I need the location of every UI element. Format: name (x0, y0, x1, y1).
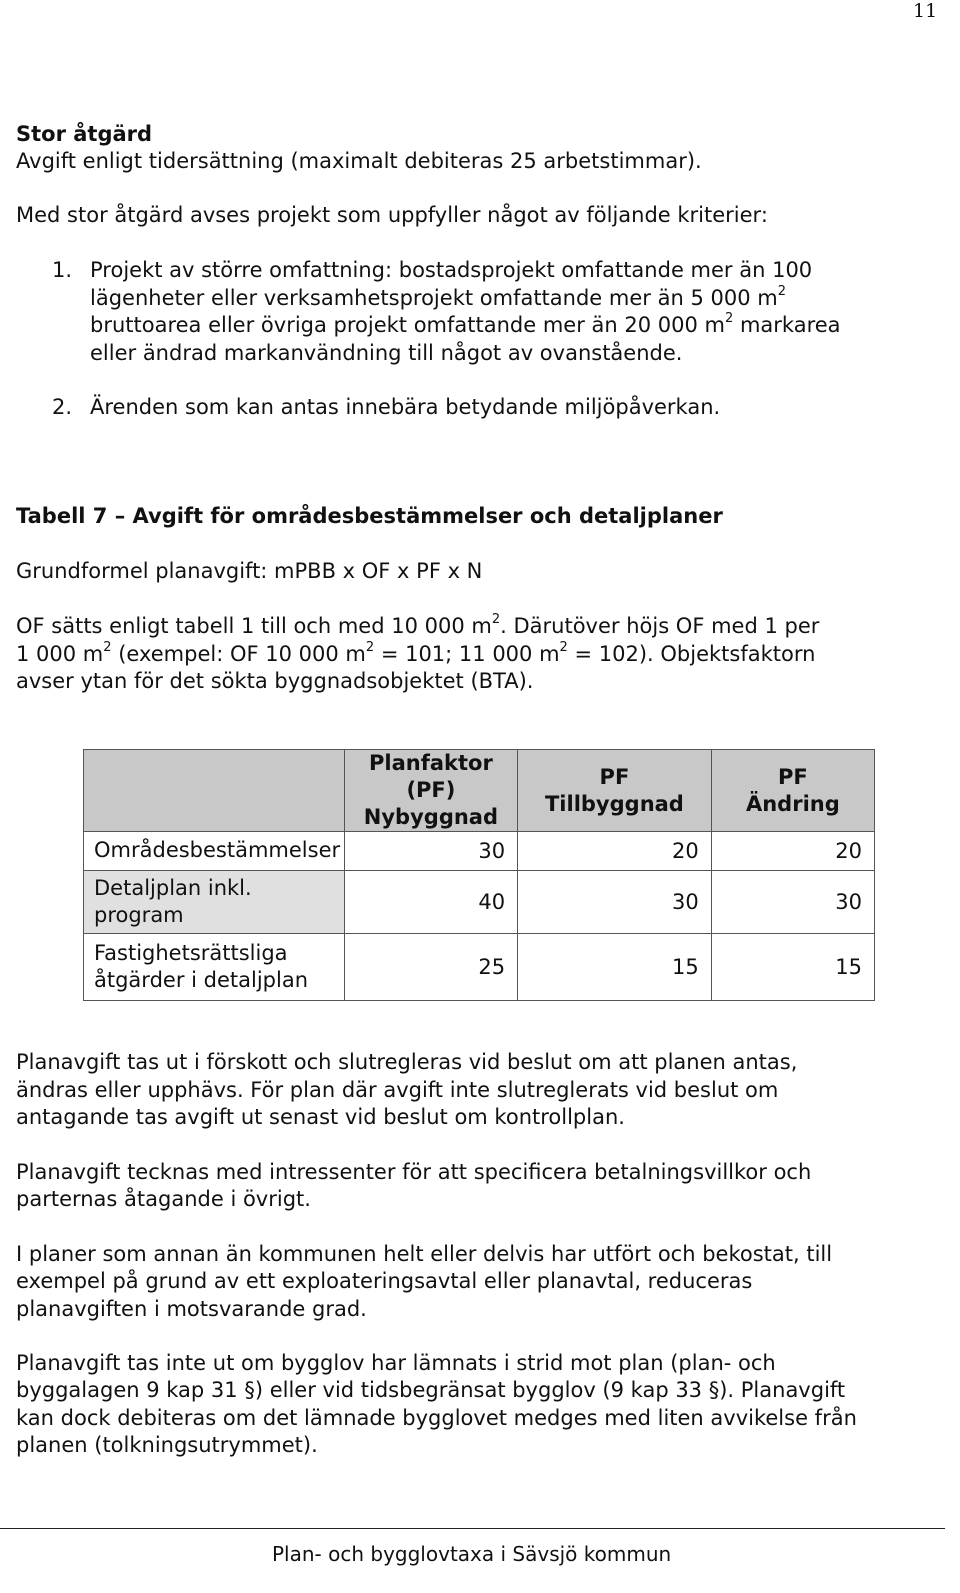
value-cell: 15 (518, 934, 712, 1001)
table-row (84, 871, 875, 934)
superscript: 2 (725, 311, 734, 326)
value-cell: 30 (518, 871, 712, 934)
item-line: Ärenden som kan antas innebära betydande miljöpåverkan. (90, 395, 721, 419)
planfaktor-table (83, 749, 875, 1001)
superscript: 2 (777, 284, 786, 299)
value-cell: 20 (711, 832, 874, 871)
footer-text: Plan- och bygglovtaxa i Sävsjö kommun (272, 1542, 672, 1566)
of-text-line: avser ytan för det sökta byggnadsobjektet (BTA). (16, 669, 534, 693)
of-text-line: OF sätts enligt tabell 1 till och med 10 000 $m^2$. Därutöver höjs OF med 1 per (16, 612, 820, 638)
header-tillbyggnad: PF Tillbyggnad (518, 750, 712, 832)
fee-line: Avgift enligt tidersättning (maximalt debiteras 25 arbetstimmar). (16, 149, 702, 173)
value-cell: 15 (711, 934, 874, 1001)
value-cell: 20 (518, 832, 712, 871)
value-cell: 30 (711, 871, 874, 934)
item-line: lägenheter eller verksamhetsprojekt omfattande mer än 5 000 $m^2$ (90, 284, 786, 310)
item-number: 1. (52, 258, 73, 282)
item-number: 2. (52, 395, 73, 419)
value-cell: 30 (344, 832, 517, 871)
value-cell: 40 (344, 871, 517, 934)
row-label: Områdesbestämmelser (84, 832, 345, 871)
header-empty-cell (84, 750, 345, 832)
item-line: bruttoarea eller övriga projekt omfattande mer än 20 000 $m^2$ markarea (90, 311, 841, 337)
page-number: 11 (913, 0, 938, 22)
value-cell: 25 (344, 934, 517, 1001)
of-text-line: 1 000 $m^2$ (exempel: OF 10 000 $m^2 = 101$; 11 000 $m^2 = 102$). Objektsfaktorn (16, 640, 816, 666)
header-andring: PF Ändring (711, 750, 874, 832)
section-heading: Stor åtgärd (16, 122, 153, 146)
table-header-row (84, 750, 875, 832)
row-label: Detaljplan inkl. program (84, 871, 345, 934)
criteria-intro: Med stor åtgärd avses projekt som uppfyller något av följande kriterier: (16, 203, 768, 227)
item-line: Projekt av större omfattning: bostadsprojekt omfattande mer än 100 (90, 258, 813, 282)
item-line: eller ändrad markanvändning till något av ovanstående. (90, 341, 683, 365)
row-label: Fastighetsrättsliga åtgärder i detaljplan (84, 934, 345, 1001)
table-title: Tabell 7 – Avgift för områdesbestämmelser och detaljplaner (16, 504, 723, 528)
header-nybyggnad: Planfaktor (PF) Nybyggnad (344, 750, 517, 832)
formula-line: Grundformel planavgift: mPBB x OF x PF x N (16, 559, 483, 583)
table-row (84, 832, 875, 871)
table-row (84, 934, 875, 1001)
footer-rule (0, 1528, 945, 1529)
